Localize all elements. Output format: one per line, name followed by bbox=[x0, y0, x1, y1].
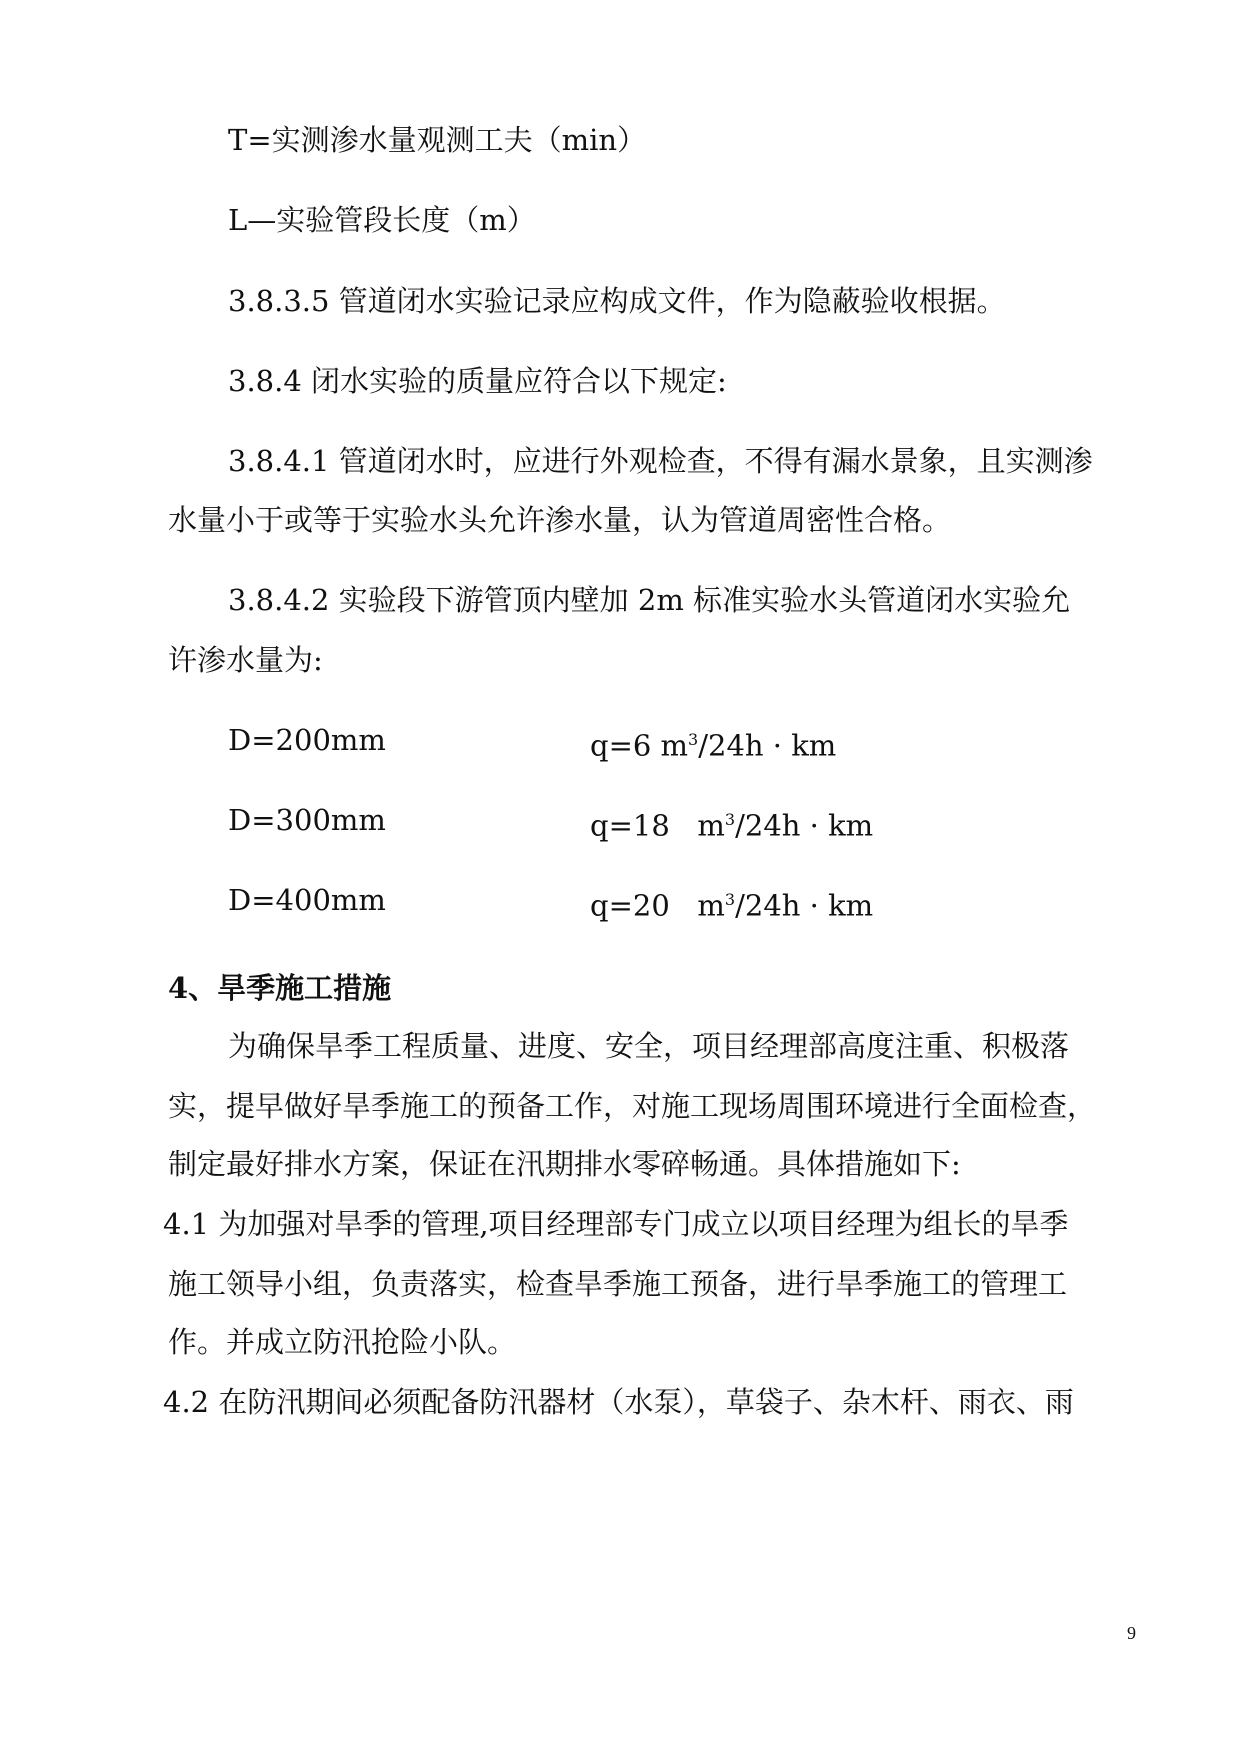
seepage-rate: q=18 $m^3/24h$ · km bbox=[590, 808, 874, 843]
pipe-diameter: D=400mm bbox=[228, 883, 386, 917]
paragraph-line: 许渗水量为: bbox=[168, 643, 323, 677]
paragraph-line: 3.8.4.1 管道闭水时，应进行外观检查，不得有漏水景象，且实测渗 bbox=[228, 444, 1093, 478]
paragraph-line: 实，提早做好旱季施工的预备工作，对施工现场周围环境进行全面检查， bbox=[168, 1089, 1097, 1123]
paragraph-line: 作。并成立防汛抢险小队。 bbox=[168, 1325, 517, 1359]
seepage-rate: q=20 $m^3/24h$ · km bbox=[590, 888, 874, 923]
paragraph-line: 3.8.4 闭水实验的质量应符合以下规定: bbox=[228, 364, 727, 398]
paragraph-line: 4.1 为加强对旱季的管理,项目经理部专门成立以项目经理为组长的旱季 bbox=[163, 1207, 1069, 1241]
pipe-diameter: D=200mm bbox=[228, 723, 386, 757]
seepage-rate: q=6 $m^3/24h$ · km bbox=[590, 728, 837, 763]
pipe-diameter: D=300mm bbox=[228, 803, 386, 837]
paragraph-line: 3.8.4.2 实验段下游管顶内壁加 2m 标准实验水头管道闭水实验允 bbox=[228, 583, 1071, 617]
paragraph-line: L—实验管段长度（m） bbox=[228, 203, 536, 237]
paragraph-line: 4.2 在防汛期间必须配备防汛器材（水泵），草袋子、杂木杆、雨衣、雨 bbox=[163, 1385, 1074, 1419]
section-heading: 4、旱季施工措施 bbox=[168, 971, 392, 1005]
paragraph-line: 水量小于或等于实验水头允许渗水量，认为管道周密性合格。 bbox=[168, 503, 952, 537]
paragraph-line: 3.8.3.5 管道闭水实验记录应构成文件，作为隐蔽验收根据。 bbox=[228, 284, 1006, 318]
paragraph-line: 施工领导小组，负责落实，检查旱季施工预备，进行旱季施工的管理工 bbox=[168, 1267, 1068, 1301]
paragraph-line: 制定最好排水方案，保证在汛期排水零碎畅通。具体措施如下: bbox=[168, 1147, 961, 1181]
paragraph-line: T=实测渗水量观测工夫（min） bbox=[228, 123, 647, 157]
page-number: 9 bbox=[1127, 1623, 1136, 1643]
paragraph-line: 为确保旱季工程质量、进度、安全，项目经理部高度注重、积极落 bbox=[228, 1029, 1070, 1063]
